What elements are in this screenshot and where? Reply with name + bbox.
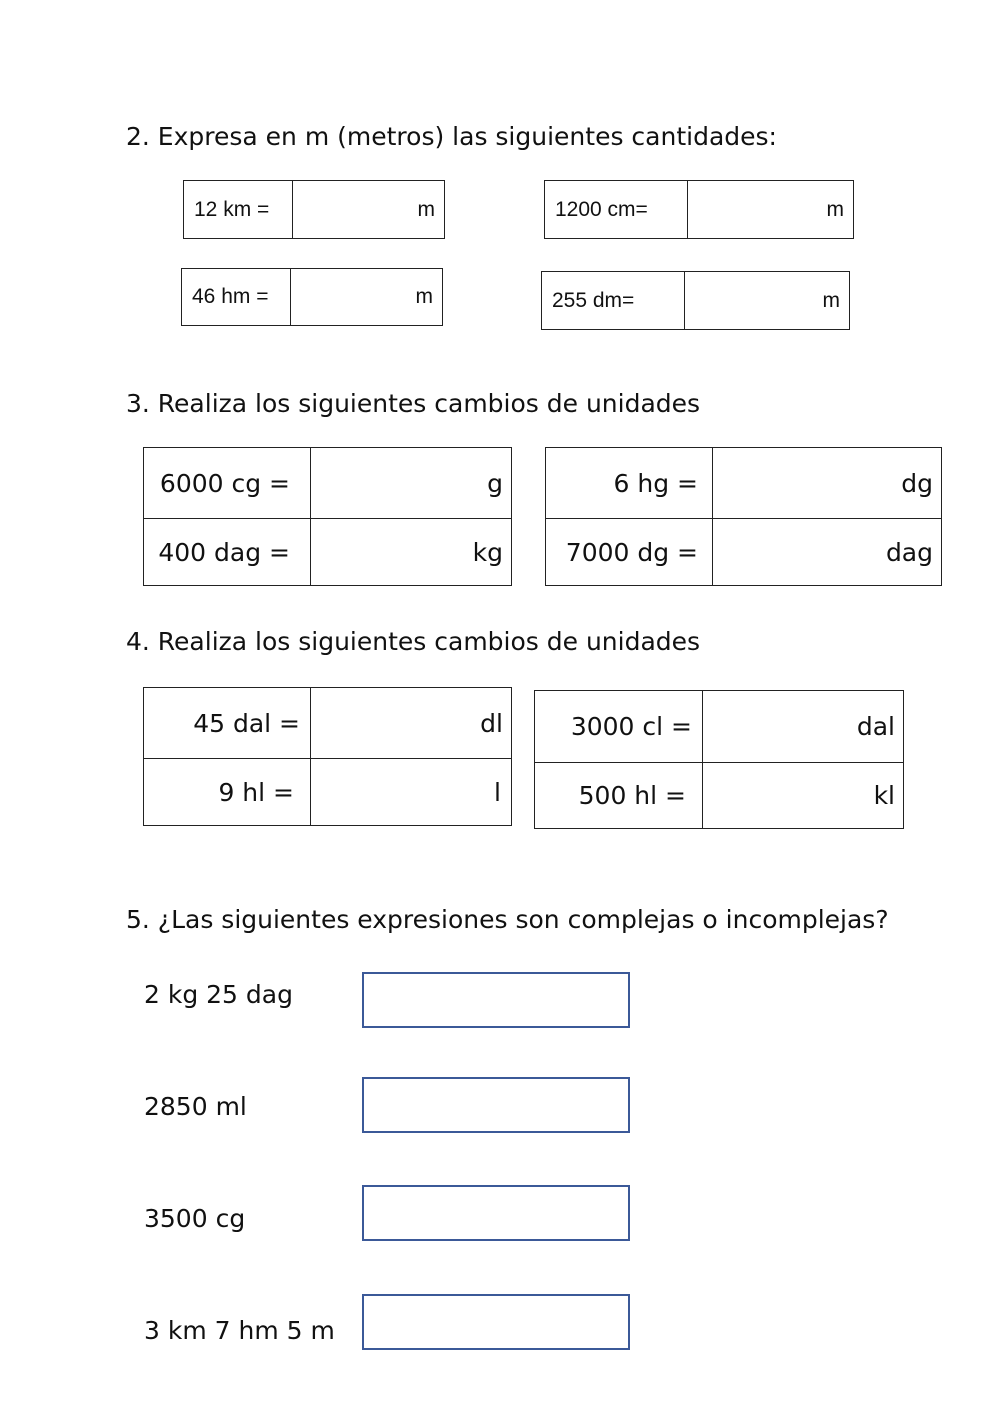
ex2-item-2 xyxy=(544,180,854,239)
answer-cell[interactable] xyxy=(713,448,941,518)
table-row xyxy=(546,518,941,585)
question-cell: 6 hg = xyxy=(546,448,713,518)
table-row xyxy=(144,758,511,825)
table-row xyxy=(144,448,511,518)
expression-label: 2 kg 25 dag xyxy=(144,980,293,1009)
answer-cell[interactable] xyxy=(311,448,511,518)
answer-box[interactable] xyxy=(362,1294,630,1350)
answer-cell[interactable] xyxy=(713,519,941,585)
expression-label: 3500 cg xyxy=(144,1204,246,1233)
ex5-heading: 5. ¿Las siguientes expresiones son complejas o incomplejas? xyxy=(126,905,889,934)
ex2-question: 255 dm= xyxy=(542,272,685,329)
unit-label: m xyxy=(822,288,840,312)
question-cell: 6000 cg = xyxy=(144,448,311,518)
unit-label: dg xyxy=(901,468,933,498)
answer-input[interactable] xyxy=(334,197,418,223)
table-row xyxy=(144,688,511,758)
unit-label: l xyxy=(494,777,501,807)
expression-label: 3 km 7 hm 5 m xyxy=(144,1316,335,1345)
unit-label: dal xyxy=(856,712,895,741)
unit-label: kg xyxy=(472,537,503,567)
answer-cell[interactable] xyxy=(311,688,511,758)
answer-box[interactable] xyxy=(362,972,630,1028)
ex3-heading: 3. Realiza los siguientes cambios de unidades xyxy=(126,389,701,418)
unit-label: m xyxy=(417,197,435,221)
ex4-table-right xyxy=(534,690,904,829)
question-cell: 3000 cl = xyxy=(535,691,703,762)
ex2-question: 46 hm = xyxy=(182,269,291,325)
answer-cell[interactable] xyxy=(311,519,511,585)
answer-cell[interactable] xyxy=(703,691,903,762)
ex4-heading: 4. Realiza los siguientes cambios de unidades xyxy=(126,627,701,656)
ex2-question: 1200 cm= xyxy=(545,181,688,238)
question-cell: 45 dal = xyxy=(144,688,311,758)
ex2-answer-cell[interactable] xyxy=(685,272,849,329)
table-row xyxy=(535,691,903,762)
table-row xyxy=(535,762,903,828)
ex3-table-right xyxy=(545,447,942,586)
question-cell: 7000 dg = xyxy=(546,519,713,585)
unit-label: m xyxy=(826,197,844,221)
question-cell: 9 hl = xyxy=(144,759,311,825)
answer-input[interactable] xyxy=(739,288,823,314)
unit-label: m xyxy=(415,285,433,308)
ex2-item-4 xyxy=(541,271,850,330)
unit-label: dl xyxy=(480,708,503,738)
ex4-table-left xyxy=(143,687,512,826)
ex2-item-3 xyxy=(181,268,443,326)
ex2-answer-cell[interactable] xyxy=(293,181,444,238)
answer-cell[interactable] xyxy=(311,759,511,825)
answer-input[interactable] xyxy=(743,197,827,223)
table-row xyxy=(546,448,941,518)
table-row xyxy=(144,518,511,585)
ex2-heading: 2. Expresa en m (metros) las siguientes cantidades: xyxy=(126,122,777,151)
expression-label: 2850 ml xyxy=(144,1092,247,1121)
answer-input[interactable] xyxy=(332,284,416,310)
ex3-table-left xyxy=(143,447,512,586)
ex2-item-1 xyxy=(183,180,445,239)
answer-box[interactable] xyxy=(362,1185,630,1241)
unit-label: dag xyxy=(885,537,933,567)
unit-label: kl xyxy=(873,781,895,810)
answer-cell[interactable] xyxy=(703,763,903,828)
ex2-answer-cell[interactable] xyxy=(291,269,442,325)
ex2-answer-cell[interactable] xyxy=(688,181,853,238)
answer-box[interactable] xyxy=(362,1077,630,1133)
question-cell: 400 dag = xyxy=(144,519,311,585)
unit-label: g xyxy=(487,468,503,498)
ex2-question: 12 km = xyxy=(184,181,293,238)
question-cell: 500 hl = xyxy=(535,763,703,828)
